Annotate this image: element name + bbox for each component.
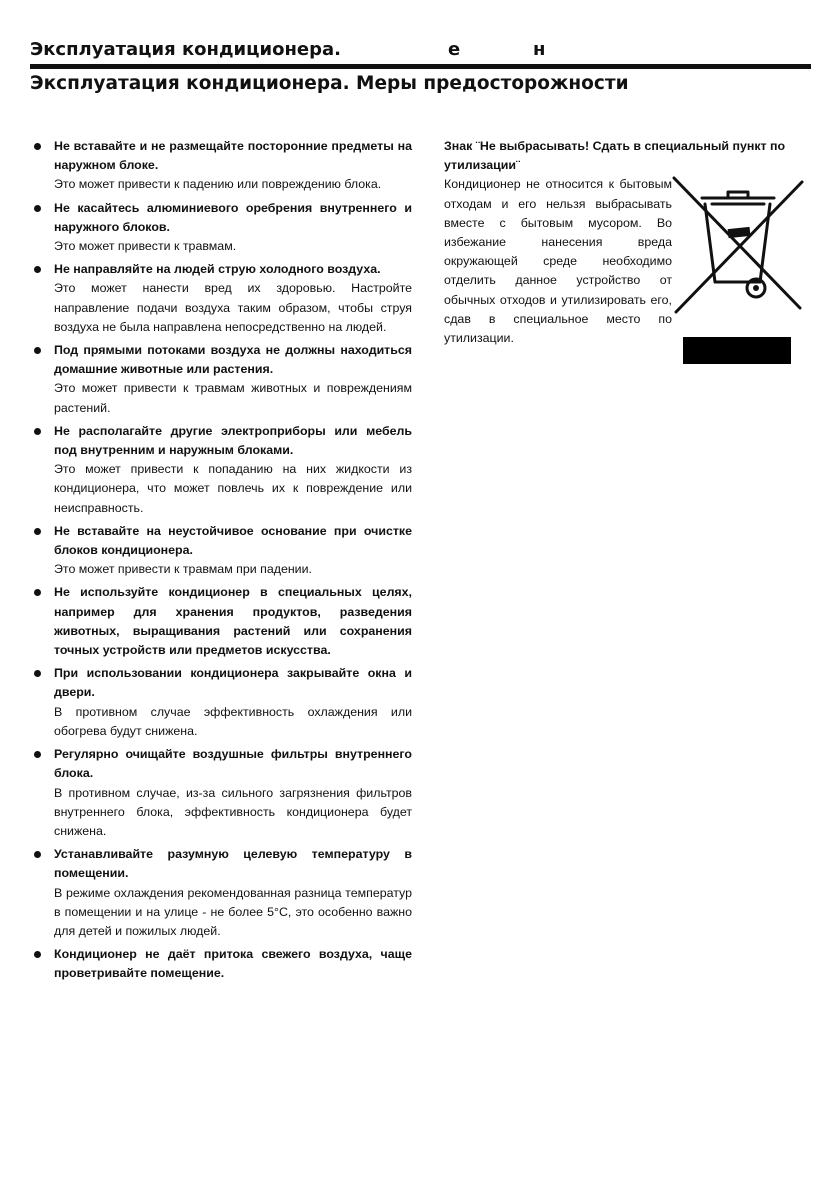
precaution-title: При использовании кондиционера закрывайте окна и двери. [54,666,412,700]
crossed-out-wheelie-bin-icon [672,174,804,316]
bullet-icon [34,528,41,535]
bullet-icon [34,266,41,273]
bullet-icon [34,751,41,758]
precaution-item [34,260,412,337]
section-title: Эксплуатация кондиционера. Меры предосторожности [30,73,629,94]
precaution-item [34,341,412,418]
disposal-marking-bar [683,337,791,364]
precaution-title: Не направляйте на людей струю холодного воздуха. [54,262,381,277]
precaution-text: В режиме охлаждения рекомендованная разница температур в помещении и на улице - не более 5°C, это особенно важно для детей и пожилых людей. [54,885,412,938]
precaution-text: В противном случае, из-за сильного загрязнения фильтров внутреннего блока, эффективность кондиционера будет снижена. [54,785,412,838]
precaution-title: Не располагайте другие электроприборы или мебель под внутренним и наружным блоками. [54,423,412,458]
precaution-title: Устанавливайте разумную целевую температуру в помещении. [54,847,412,881]
precaution-text: Это может привести к попаданию на них жидкости из кондиционера, что может повлечь их к повреждение или неисправность. [54,462,412,515]
page-header [30,38,810,62]
precaution-item [34,945,412,983]
disposal-text: Кондиционер не относится к бытовым отходам и его нельзя выбрасывать вместе с бытовым мусором. Во избежание нанесения вреда окружающей среде необходимо отделить данное устройство от обычных отходов и утилизировать его, сдав в специальное место по утилизации. [444,177,672,346]
bullet-icon [34,143,41,150]
precaution-text: Это может привести к травмам. [54,239,237,254]
precaution-title: Под прямыми потоками воздуха не должны находиться домашние животные или растения. [54,343,412,377]
disposal-title: Знак ¨Не выбрасывать! Сдать в специальный пункт по утилизации¨ [444,139,786,173]
precaution-title: Регулярно очищайте воздушные фильтры внутреннего блока. [54,747,412,781]
precaution-text: Это может привести к падению или повреждению блока. [54,177,382,192]
bullet-icon [34,589,41,596]
precaution-item [34,137,412,195]
bullet-icon [34,670,41,677]
precaution-item [34,422,412,518]
header-divider [30,64,811,69]
precautions-list [34,137,412,988]
precaution-text: В противном случае эффективность охлаждения или обогрева будут снижена. [54,704,412,738]
precaution-title: Кондиционер не даёт притока свежего воздуха, чаще проветривайте помещение. [54,947,412,981]
bullet-icon [34,347,41,354]
precaution-title: Не касайтесь алюминиевого оребрения внутреннего и наружного блоков. [54,200,412,234]
precaution-title: Не вставайте и не размещайте посторонние предметы на наружном блоке. [54,139,412,173]
precaution-text: Это может нанести вред их здоровью. Настройте направление подачи воздуха таким образом, чтобы струя воздуха не была направлена непосредственно на людей. [54,281,412,334]
header-title: Эксплуатация кондиционера. [30,39,341,60]
precaution-text: Это может привести к травмам животных и повреждениям растений. [54,381,412,415]
precaution-text: Это может привести к травмам при падении. [54,562,312,577]
header-letter-n: н [533,39,546,60]
precaution-item [34,522,412,580]
bullet-icon [34,851,41,858]
bullet-icon [34,428,41,435]
precaution-item [34,199,412,257]
header-letter-e: е [448,39,461,60]
precaution-title: Не используйте кондиционер в специальных целях, например для хранения продуктов, разведения животных, выращивания растений или сохранения точных устройств или предметов искусства. [54,585,412,658]
precaution-item [34,664,412,741]
bullet-icon [34,205,41,212]
bullet-icon [34,951,41,958]
precaution-item [34,845,412,941]
precaution-item [34,745,412,841]
precaution-title: Не вставайте на неустойчивое основание при очистке блоков кондиционера. [54,523,412,558]
precaution-item [34,583,412,660]
